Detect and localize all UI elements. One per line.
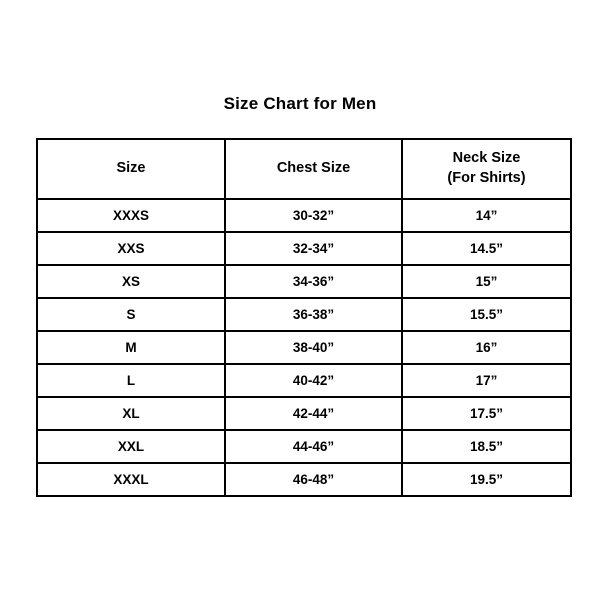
- table-header: [37, 139, 571, 199]
- table-row: [37, 364, 571, 397]
- cell-chest: 30-32”: [225, 199, 402, 232]
- table-header-row: [37, 139, 571, 199]
- cell-neck: 14”: [402, 199, 571, 232]
- table-row: [37, 265, 571, 298]
- cell-neck: 19.5”: [402, 463, 571, 496]
- cell-size: L: [37, 364, 225, 397]
- cell-neck: 15”: [402, 265, 571, 298]
- cell-chest: 40-42”: [225, 364, 402, 397]
- table-row: [37, 463, 571, 496]
- column-header-neck-size-sublabel: (For Shirts): [447, 170, 526, 186]
- cell-chest: 32-34”: [225, 232, 402, 265]
- cell-size: XS: [37, 265, 225, 298]
- cell-neck: 17.5”: [402, 397, 571, 430]
- cell-chest: 44-46”: [225, 430, 402, 463]
- cell-chest: 38-40”: [225, 331, 402, 364]
- cell-neck: 15.5”: [402, 298, 571, 331]
- table-row: [37, 331, 571, 364]
- cell-size: XL: [37, 397, 225, 430]
- column-header-size: [37, 139, 225, 199]
- table-row: [37, 199, 571, 232]
- cell-neck: 16”: [402, 331, 571, 364]
- column-header-chest-size-label: Chest Size: [276, 160, 351, 177]
- table-row: [37, 298, 571, 331]
- cell-size: S: [37, 298, 225, 331]
- cell-chest: 46-48”: [225, 463, 402, 496]
- page-title: Size Chart for Men: [223, 94, 377, 113]
- cell-neck: 17”: [402, 364, 571, 397]
- column-header-chest-size: [225, 139, 402, 199]
- cell-chest: 34-36”: [225, 265, 402, 298]
- cell-size: XXXS: [37, 199, 225, 232]
- cell-neck: 14.5”: [402, 232, 571, 265]
- column-header-size-label: Size: [116, 160, 146, 177]
- cell-size: XXXL: [37, 463, 225, 496]
- cell-size: M: [37, 331, 225, 364]
- column-header-neck-size: [402, 139, 571, 199]
- size-chart-table: [36, 138, 572, 497]
- cell-chest: 36-38”: [225, 298, 402, 331]
- table-row: [37, 232, 571, 265]
- cell-neck: 18.5”: [402, 430, 571, 463]
- column-header-neck-size-label: Neck Size: [452, 150, 521, 167]
- cell-size: XXL: [37, 430, 225, 463]
- table-body: [37, 199, 571, 496]
- table-row: [37, 397, 571, 430]
- cell-size: XXS: [37, 232, 225, 265]
- cell-chest: 42-44”: [225, 397, 402, 430]
- table-row: [37, 430, 571, 463]
